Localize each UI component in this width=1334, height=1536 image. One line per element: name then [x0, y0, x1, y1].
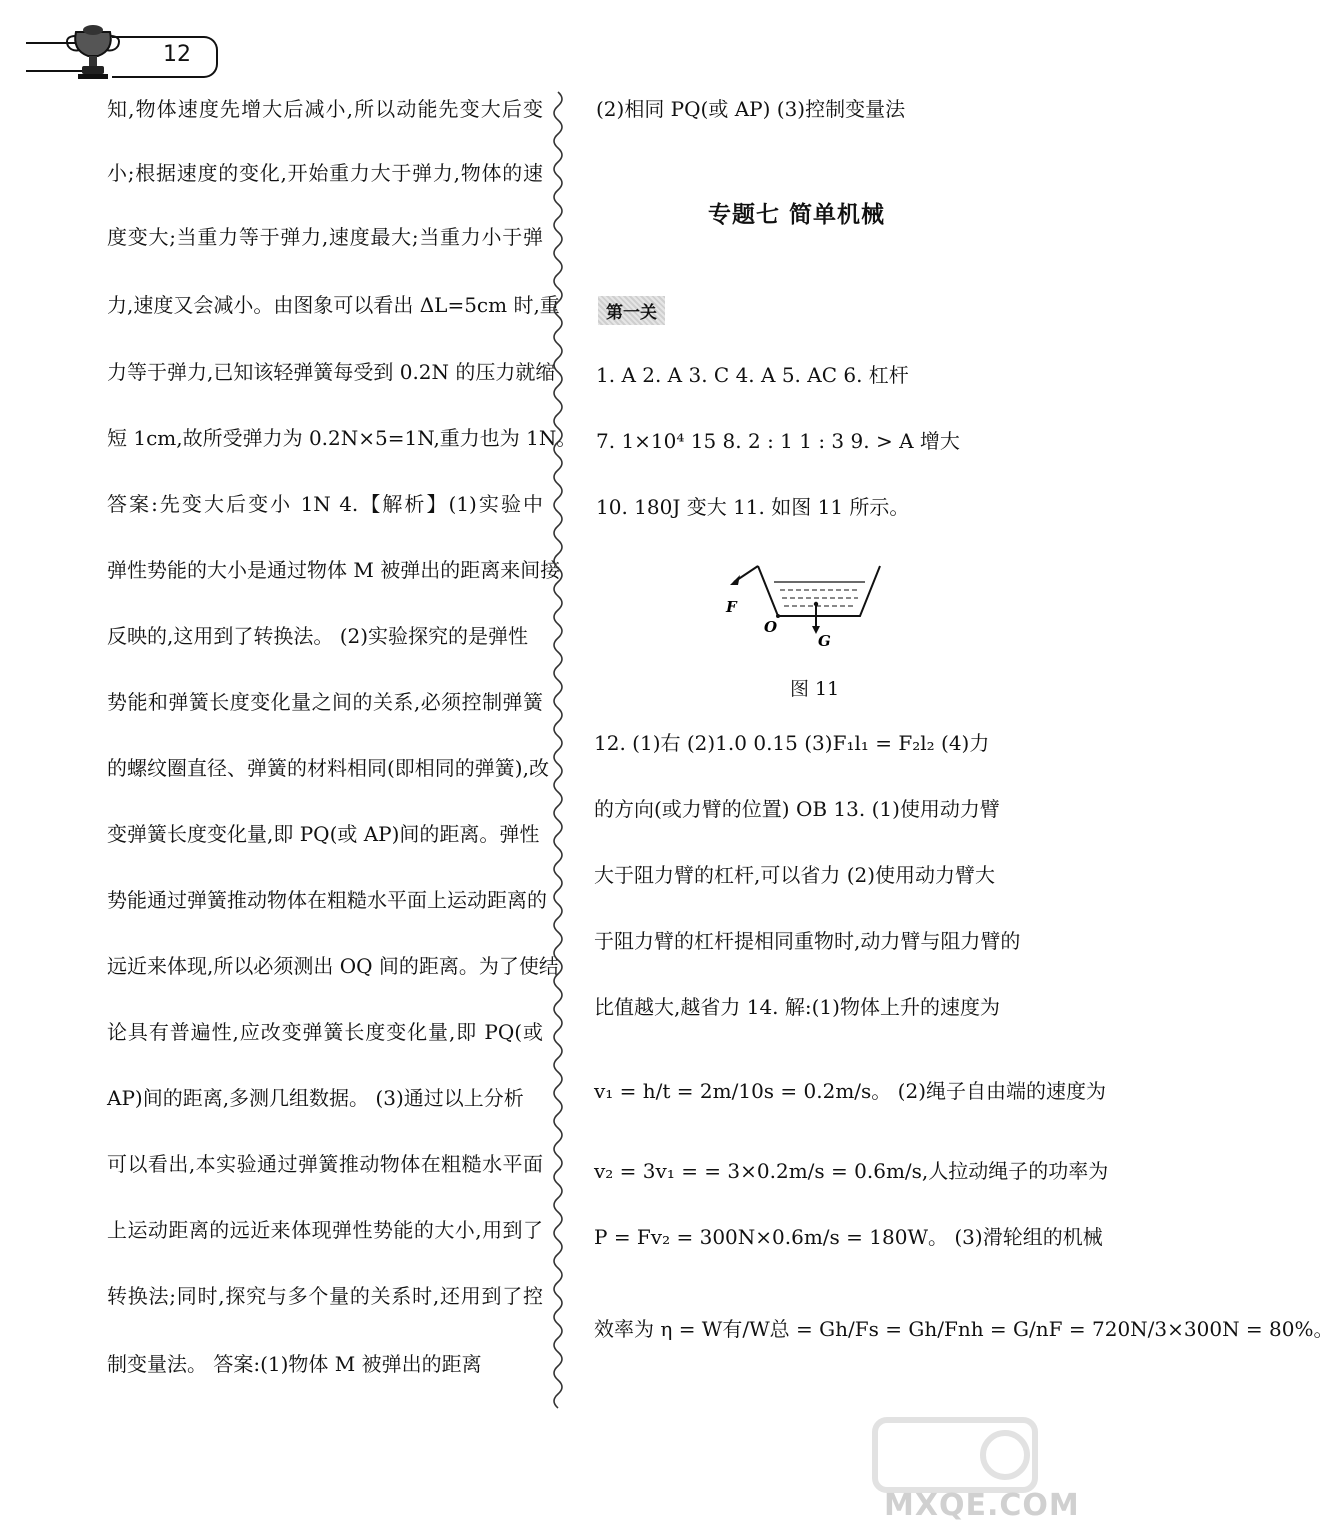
- left-line: 力,速度又会减小。由图象可以看出 ΔL=5cm 时,重: [107, 293, 560, 317]
- force-label-f: F: [726, 598, 737, 616]
- answer-block-a: [596, 358, 1036, 538]
- formula-line: v₁ = h/t = 2m/10s = 0.2m/s。 (2)绳子自由端的速度为: [594, 1079, 1106, 1103]
- left-line: 远近来体现,所以必须测出 OQ 间的距离。为了使结: [107, 954, 559, 978]
- formula-line: P = Fv₂ = 300N×0.6m/s = 180W。 (3)滑轮组的机械: [594, 1225, 1103, 1249]
- answer-line: 大于阻力臂的杠杆,可以省力 (2)使用动力臂大: [594, 863, 996, 887]
- left-line: 弹性势能的大小是通过物体 M 被弹出的距离来间接: [107, 558, 561, 582]
- left-line: 力等于弹力,已知该轻弹簧每受到 0.2N 的压力就缩: [107, 360, 556, 384]
- gravity-label-g: G: [818, 632, 831, 650]
- left-line: 论具有普遍性,应改变弹簧长度变化量,即 PQ(或: [107, 1020, 543, 1044]
- left-line: 答案:先变大后变小 1N 4.【解析】(1)实验中: [107, 492, 543, 516]
- left-line: 上运动距离的远近来体现弹性势能的大小,用到了: [107, 1218, 543, 1242]
- left-line: 小;根据速度的变化,开始重力大于弹力,物体的速: [107, 161, 543, 185]
- answer-line: 7. 1×10⁴ 15 8. 2 : 1 1 : 3 9. > A 增大: [596, 429, 960, 453]
- pivot-label-o: O: [764, 618, 778, 636]
- left-line: 势能通过弹簧推动物体在粗糙水平面上运动距离的: [107, 888, 547, 912]
- left-line: 势能和弹簧长度变化量之间的关系,必须控制弹簧: [107, 690, 543, 714]
- formula-line: v₂ = 3v₁ = = 3×0.2m/s = 0.6m/s,人拉动绳子的功率为: [594, 1159, 1109, 1183]
- left-line: 制变量法。 答案:(1)物体 M 被弹出的距离: [107, 1352, 482, 1376]
- answer-line: 10. 180J 变大 11. 如图 11 所示。: [596, 495, 910, 519]
- left-line: AP)间的距离,多测几组数据。 (3)通过以上分析: [107, 1086, 524, 1110]
- answer-block-b: [594, 726, 1334, 1366]
- left-line: 短 1cm,故所受弹力为 0.2N×5=1N,重力也为 1N。: [107, 426, 577, 450]
- figure-caption: 图 11: [790, 678, 840, 700]
- answer-line: 的方向(或力臂的位置) OB 13. (1)使用动力臂: [594, 797, 1000, 821]
- column-divider: [546, 92, 570, 1402]
- page-number: 12: [163, 42, 191, 67]
- answer-line: 1. A 2. A 3. C 4. A 5. AC 6. 杠杆: [596, 363, 909, 387]
- left-line: 可以看出,本实验通过弹簧推动物体在粗糙水平面: [107, 1152, 543, 1176]
- left-line: 知,物体速度先增大后减小,所以动能先变大后变: [107, 97, 543, 121]
- formula-line: 效率为 η = W有/W总 = Gh/Fs = Gh/Fnh = G/nF = 720N/3×300N = 80%。: [594, 1317, 1334, 1341]
- level-label: 第一关: [598, 296, 665, 325]
- right-top-line: (2)相同 PQ(或 AP) (3)控制变量法: [596, 97, 906, 121]
- watermark-text: MXQE.COM: [884, 1488, 1080, 1523]
- left-line: 转换法;同时,探究与多个量的关系时,还用到了控: [107, 1284, 543, 1308]
- left-line: 变弹簧长度变化量,即 PQ(或 AP)间的距离。弹性: [107, 822, 540, 846]
- answer-line: 于阻力臂的杠杆提相同重物时,动力臂与阻力臂的: [594, 929, 1021, 953]
- answer-line: 12. (1)右 (2)1.0 0.15 (3)F₁l₁ = F₂l₂ (4)力: [594, 731, 990, 755]
- left-line: 度变大;当重力等于弹力,速度最大;当重力小于弹: [107, 225, 543, 249]
- left-column: [107, 92, 577, 1392]
- lever-figure: [720, 560, 890, 650]
- answer-line: 比值越大,越省力 14. 解:(1)物体上升的速度为: [594, 995, 1000, 1019]
- left-line: 反映的,这用到了转换法。 (2)实验探究的是弹性: [107, 624, 529, 648]
- section-title: 专题七 简单机械: [708, 202, 886, 228]
- left-line: 的螺纹圈直径、弹簧的材料相同(即相同的弹簧),改: [107, 756, 549, 780]
